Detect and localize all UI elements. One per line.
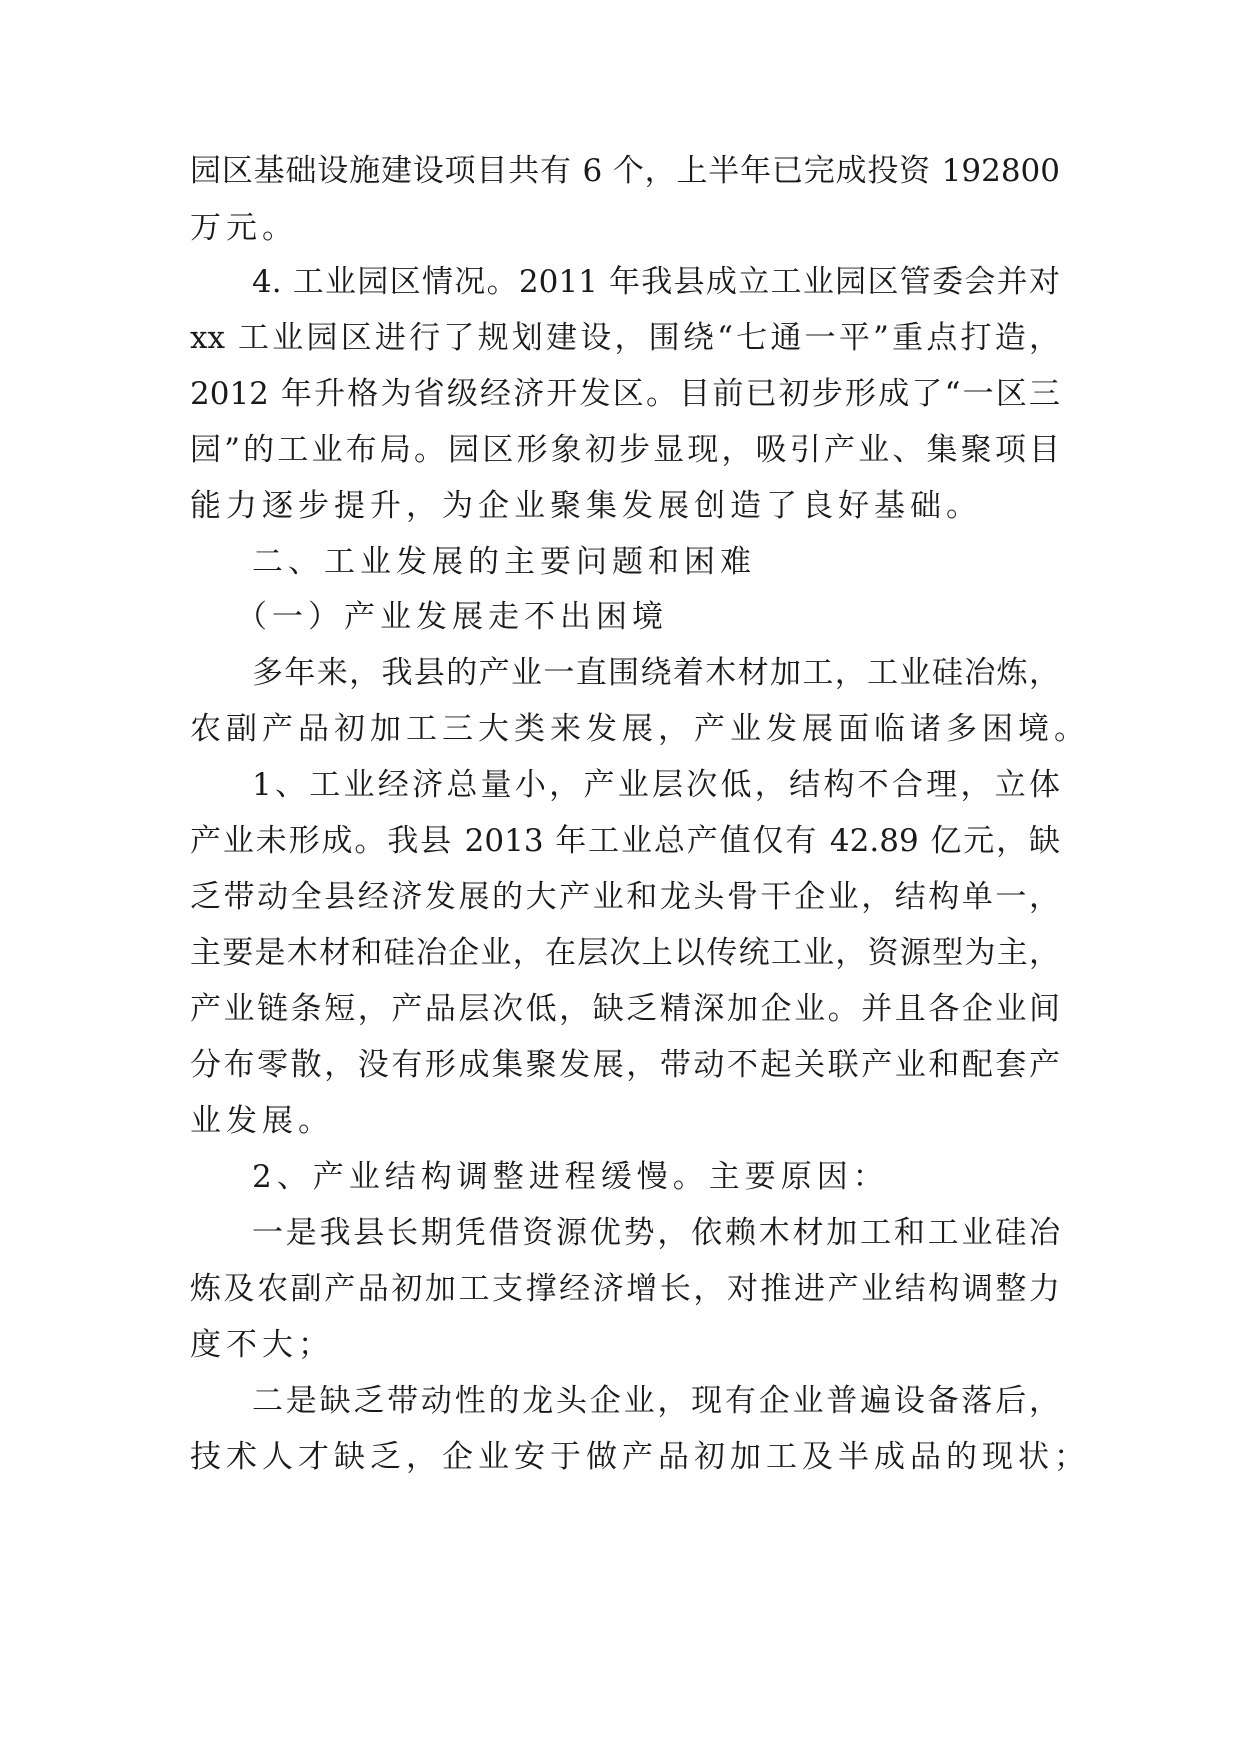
- text-line: 技术人才缺乏，企业安于做产品初加工及半成品的现状；: [190, 1439, 1090, 1475]
- text-line: 产业未形成。我县 2013 年工业总产值仅有 42.89 亿元，缺: [190, 823, 1060, 859]
- text-line: 二是缺乏带动性的龙头企业，现有企业普遍设备落后，: [252, 1383, 1060, 1419]
- subsection-heading: （一）产业发展走不出困境: [236, 599, 668, 635]
- text-line: 一是我县长期凭借资源优势，依赖木材加工和工业硅冶: [252, 1215, 1060, 1251]
- text-line: xx 工业园区进行了规划建设，围绕“七通一平”重点打造，: [190, 320, 1060, 356]
- text-line: 产业链条短，产品层次低，缺乏精深加企业。并且各企业间: [190, 991, 1060, 1027]
- text-line: 园区基础设施建设项目共有 6 个，上半年已完成投资 192800: [190, 153, 1060, 189]
- text-line: 农副产品初加工三大类来发展，产业发展面临诸多困境。: [190, 711, 1090, 747]
- text-line: 万元。: [190, 210, 298, 246]
- text-line: 主要是木材和硅冶企业，在层次上以传统工业，资源型为主，: [190, 935, 1060, 971]
- text-line: 2012 年升格为省级经济开发区。目前已初步形成了“一区三: [190, 376, 1060, 412]
- text-line: 多年来，我县的产业一直围绕着木材加工，工业硅冶炼，: [252, 655, 1060, 691]
- text-line: 园”的工业布局。园区形象初步显现，吸引产业、集聚项目: [190, 432, 1060, 468]
- text-line: 分布零散，没有形成集聚发展，带动不起关联产业和配套产: [190, 1047, 1060, 1083]
- section-heading: 二、工业发展的主要问题和困难: [252, 544, 756, 580]
- text-line: 炼及农副产品初加工支撑经济增长，对推进产业结构调整力: [190, 1271, 1060, 1307]
- text-line: 1、工业经济总量小，产业层次低，结构不合理，立体: [252, 767, 1060, 803]
- text-line: 度不大；: [190, 1327, 334, 1363]
- text-line: 能力逐步提升，为企业聚集发展创造了良好基础。: [190, 488, 982, 524]
- text-line: 业发展。: [190, 1103, 334, 1139]
- text-line: 乏带动全县经济发展的大产业和龙头骨干企业，结构单一，: [190, 879, 1060, 915]
- text-line: 2、产业结构调整进程缓慢。主要原因：: [252, 1159, 889, 1195]
- text-line: 4. 工业园区情况。2011 年我县成立工业园区管委会并对: [252, 264, 1060, 300]
